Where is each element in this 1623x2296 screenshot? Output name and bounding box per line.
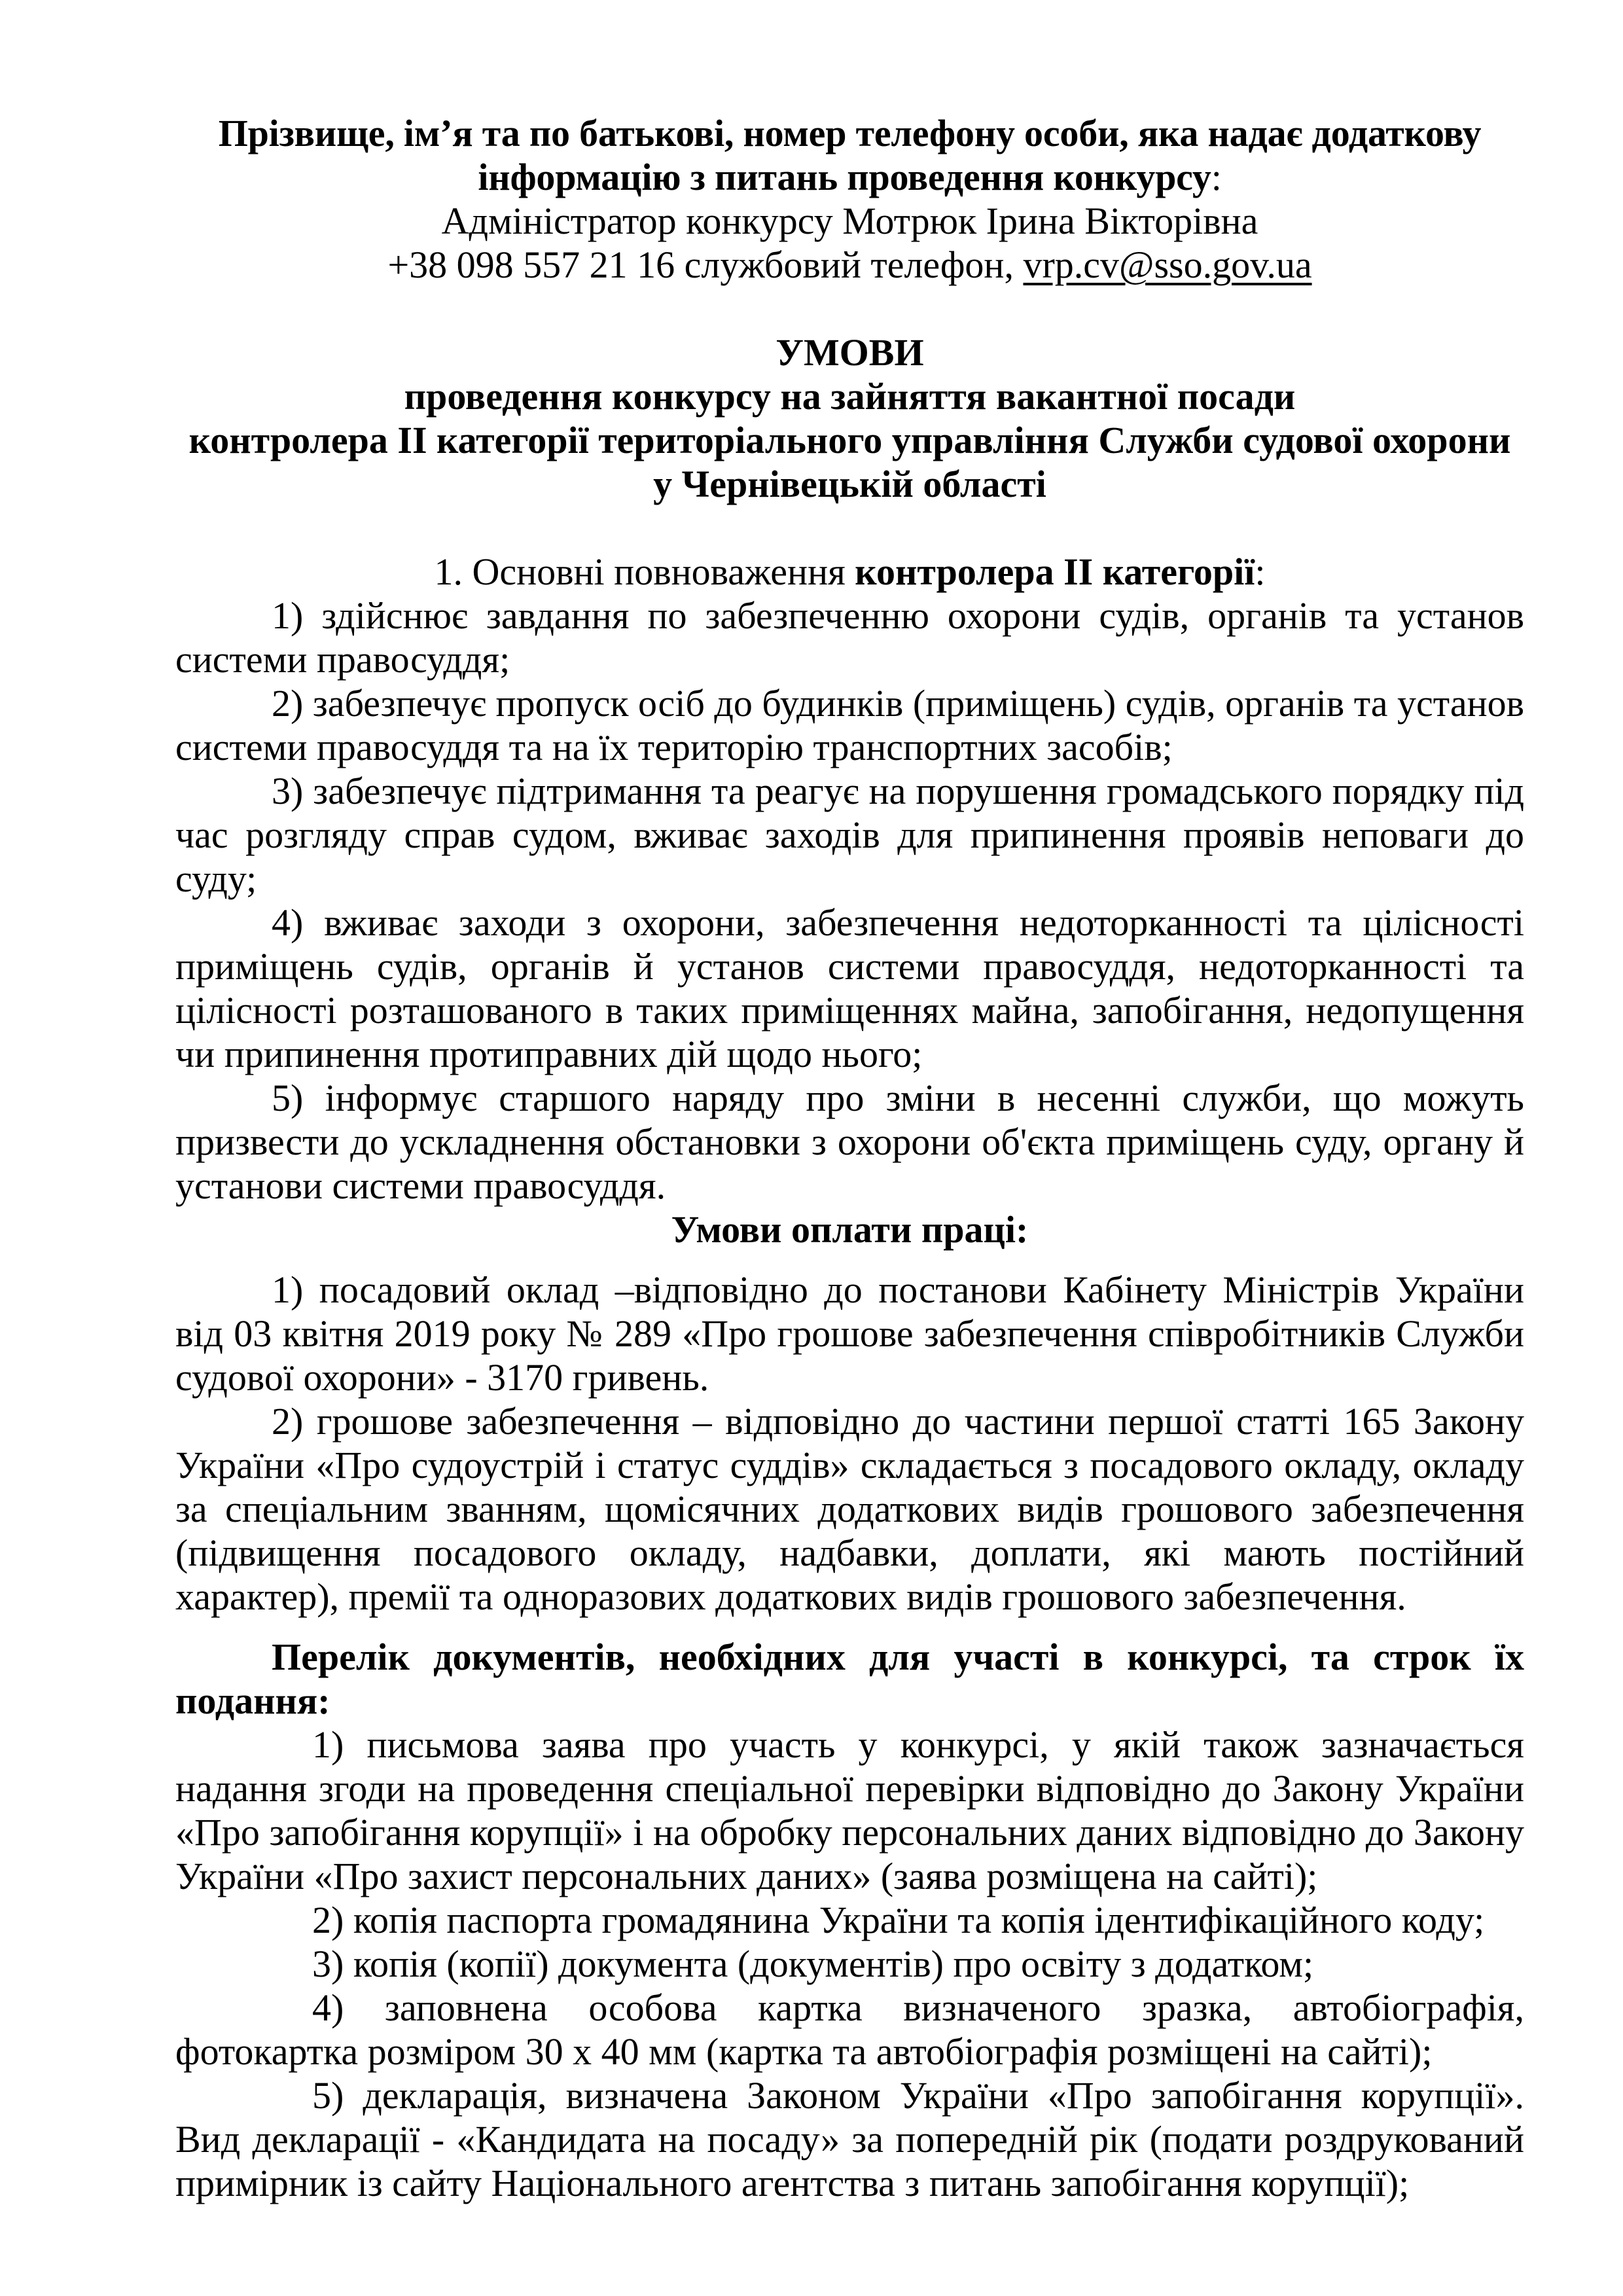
document-item: 4) заповнена особова картка визначеного зразка, автобіографія, фотокартка розміром 30 х 40 мм (картка та автобіографія розміщені на сайті); xyxy=(175,1986,1524,2073)
title-line-1: проведення конкурсу на зайняття вакантної посади xyxy=(404,375,1296,418)
contact-heading: Прізвище, ім’я та по батькові, номер телефону особи, яка надає додаткову інформацію з питань проведення конкурсу: xyxy=(218,112,1482,198)
document-item: 3) копія (копії) документа (документів) про освіту з додатком; xyxy=(312,1943,1314,1985)
contest-administrator: Адміністратор конкурсу Мотрюк Ірина Вікторівна xyxy=(441,200,1258,242)
pay-section xyxy=(175,1208,1524,1619)
duties-heading: 1. Основні повноваження контролера ІІ категорії: xyxy=(434,550,1266,593)
spacer xyxy=(175,1619,1524,1635)
document-item: 5) декларація, визначена Законом України «Про запобігання корупції». Вид декларації - «Кандидата на посаду» за попередній рік (подати роздрукований примірник із сайту Національного агентства з питань запобігання корупції); xyxy=(175,2074,1524,2204)
spacer xyxy=(175,506,1524,550)
duty-item: 2) забезпечує пропуск осіб до будинків (приміщень) судів, органів та установ системи правосуддя та на їх територію транспортних засобів; xyxy=(175,682,1524,768)
pay-item: 1) посадовий оклад –відповідно до постанови Кабінету Міністрів України від 03 квітня 2019 року № 289 «Про грошове забезпечення співробітників Служби судової охорони» - 3170 гривень. xyxy=(175,1268,1524,1399)
document-page xyxy=(175,111,1524,2205)
contact-phone-line xyxy=(175,243,1524,287)
title-line-3: у Чернівецькій області xyxy=(653,463,1046,505)
email-link[interactable]: vrp.cv@sso.gov.ua xyxy=(1023,243,1312,286)
pay-item: 2) грошове забезпечення – відповідно до частини першої статті 165 Закону України «Про судоустрій і статус суддів» складається з посадового окладу, окладу за спеціальним званням, щомісячних додаткових видів грошового забезпечення (підвищення посадового окладу, надбавки, доплати, які мають постійний характер), премії та одноразових додаткових видів грошового забезпечення. xyxy=(175,1400,1524,1618)
pay-heading: Умови оплати праці: xyxy=(671,1208,1029,1251)
phone-number: +38 098 557 21 16 службовий телефон, xyxy=(387,243,1024,286)
duty-item: 4) вживає заходи з охорони, забезпечення недоторканності та цілісності приміщень судів, органів й установ системи правосуддя, недоторканності та цілісності розташованого в таких приміщеннях майна, запобігання, недопущення чи припинення протиправних дій щодо нього; xyxy=(175,901,1524,1075)
title-section xyxy=(175,331,1524,506)
spacer xyxy=(175,287,1524,331)
title-line-2: контролера ІІ категорії територіального управління Служби судової охорони xyxy=(188,419,1511,461)
duties-section xyxy=(175,550,1524,1208)
spacer xyxy=(175,1251,1524,1268)
document-item: 1) письмова заява про участь у конкурсі, у якій також зазначається надання згоди на проведення спеціальної перевірки відповідно до Закону України «Про запобігання корупції» і на обробку персональних даних відповідно до Закону України «Про захист персональних даних» (заява розміщена на сайті); xyxy=(175,1723,1524,1897)
duty-item: 5) інформує старшого наряду про зміни в несенні служби, що можуть призвести до ускладнення обстановки з охорони об'єкта приміщень суду, органу й установи системи правосуддя. xyxy=(175,1077,1524,1207)
documents-heading: Перелік документів, необхідних для участі в конкурсі, та строк їх подання: xyxy=(175,1636,1524,1722)
document-item: 2) копія паспорта громадянина України та копія ідентифікаційного коду; xyxy=(312,1899,1485,1941)
documents-section xyxy=(175,1635,1524,2205)
document-title: УМОВИ xyxy=(776,331,924,374)
duty-item: 3) забезпечує підтримання та реагує на порушення громадського порядку під час розгляду справ судом, вживає заходів для припинення проявів неповаги до суду; xyxy=(175,770,1524,900)
contact-section xyxy=(175,111,1524,287)
duty-item: 1) здійснює завдання по забезпеченню охорони судів, органів та установ системи правосуддя; xyxy=(175,594,1524,681)
